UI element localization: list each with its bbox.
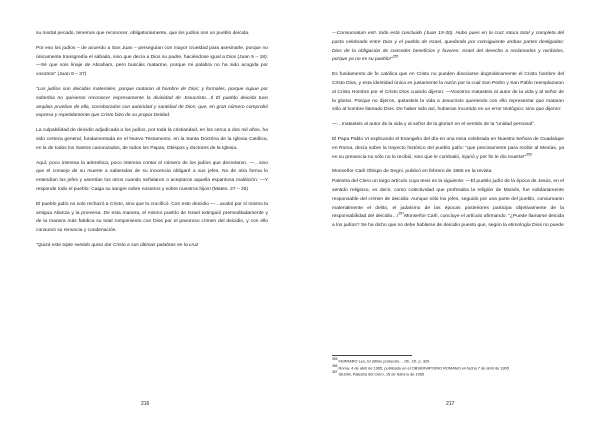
footnote-text: SEGNI, Palestra del Clero, 15 de febrero de 1965 [338, 371, 425, 377]
right-page-number: 217 [446, 401, 455, 407]
right-paragraph-4 [332, 136, 564, 162]
right-paragraph-4-text: El Papa Pablo VI explicando el Evangelio del día en una misa celebrada en Nuestra Señora de Guadalupe en Roma, decía sobre la trayecto histórico del pueblo judío: “que precisamente para recibir al Mesías, ya en su presencia no sólo no lo recibió, sino que le combatió, injurió y por fin le dio muerte!” [332, 136, 564, 160]
right-paragraph-5: Monseñor Carli Obispo de Segni, publicó en febrero de 1965 en la revista [332, 169, 492, 175]
footnote-ref-357: 357 [398, 211, 405, 216]
right-page-body [332, 30, 564, 237]
right-paragraph-6 [332, 178, 564, 231]
right-page [300, 0, 600, 424]
footnote-number: 355 [332, 357, 338, 361]
footnote-356 [332, 364, 564, 371]
footnote-number: 356 [332, 363, 338, 368]
left-paragraph-2: Por eso los judíos – de acuerdo a San Juan – perseguían con mayor crueldad para asesinarle, porque no únicamente transgredía el sábado, sino que decía a Dios su padre, haciéndose igual a Dios (Juan 5 – 18): —Sé que sois linaje de Abraham, pero buscáis matarme, porque mi palabra no ha sido acogida por vosotros” (Juan 8 – 37) [36, 45, 268, 78]
footnote-ref-356: 356 [526, 151, 532, 156]
left-paragraph-1: su mortal pecado, tenemos que reconocer, obligatoriamente, que los judíos son un pueblo deicida. [36, 31, 250, 36]
footnote-text: FERRARO Leo, El último protocolo… Ob. Cit. p. 329 [338, 358, 430, 364]
footnotes [332, 357, 564, 377]
left-paragraph-4: La culpabilidad de deicidio adjudicada a los judíos, por toda la cristiandad, en los cerca a dos mil años, ha sido certeza general, fundamentada en el Nuevo Testamento, en la Santa Doctrina de la Iglesia Católica, en la de todos los Santos canonizados, de todos los Papas, Obispos y doctores de la Iglesia. [36, 128, 268, 151]
left-paragraph-6: El pueblo judío no solo rechazó a Cristo, sino que lo crucificó. Con este deicidio —…acabó por sí mismo la antigua Alianza y la promesa. De esta manera, el mismo pueblo de Israel extinguió premeditadamente y de la manera más fatídica su total rompimiento con Dios por el pavoroso crimen del deicidio, y con ello consumó su renuncia y condenación. [36, 201, 268, 234]
footnote-divider [332, 355, 412, 356]
right-paragraph-1 [332, 30, 564, 65]
right-paragraph-2: Es fundamento de fe católica que en Cristo no pueden disociarse dogmáticamente el Cristo hombre del Cristo Dios, y esta identidad única es justamente la razón por la cual San Pedro y San Pablo reemplazaron al Cristo Hombre por el Cristo Dios cuando dijeron: —Vosotros matasteis al autor de la vida y al señor de la gloria!. Porque no dijeron, quitasteis la vida a Jesucristo queriendo con ello representar que mataron sólo al hombre llamado Dios. De haber sido así, hubieran incurrido en un error teológico; sino que dijeron: [332, 72, 564, 113]
right-paragraph-1-text: —Consumatum est!. todo está concluido (Juan 19-30). Hubo pues en la cruz rotura total y completa del pacto celebrado entre Dios y el pueblo de Israel, quedando por consiguiente ambas partes desligadas: Dios de la obligación de conceder beneficios y favores: Israel del derecho a reclamarlos y recibirlos, porque ya no es su pueblo!” [332, 31, 564, 63]
footnote-357 [332, 370, 564, 377]
footnote-text: Roma, 4 de abril de 1965, publicado en el OBSERVATORIO ROMANO en fecha 7 de abril de 1965 [338, 365, 509, 370]
left-paragraph-5: Aquí, poco interesa la aritmética, poco interesa contar el número de los judíos que decretaron, —…sino que el consejo de su muerte a sabiendas de su inocencia obligaré a sus jefes. No de otra forma lo entendían los jefes y asentían los otros cuando señalaron o aceptaron aquella espantosa maldición: —Y responde todo el pueblo: Caiga su sangre sobre nosotros y sobre nuestros hijos! (Mateo. 27 – 25) [36, 160, 268, 192]
right-paragraph-6-text: Palestra del Clero un largo artículo cuya tesis es la siguiente: —El pueblo judío de la época de Jesús, en el sentido religioso, es decir, como colectividad que profesaba la religión de Moisés, fue solidariamente responsable del crimen de deicidio. Aunque sólo los jefes, seguido por una parte del pueblo, consumaron materialmente el delito, el judaísmo de las épocas posteriores participa objetivamente de la responsabilidad del deicidio…! [332, 179, 564, 220]
footnote-ref-355: 355 [392, 54, 399, 59]
right-paragraph-3: —…matasteis al autor de la vida y al señor de la gloria!! en el sentido de la “unidad personal”. [332, 122, 536, 128]
left-page-body [36, 30, 268, 257]
left-page-number: 216 [141, 401, 150, 407]
right-paragraph-6-tail: Monseñor Carli, concluye el artículo afirmando: “¿Puede llamarse deicida a los judíos? Se ha dicho que no debe hablarse de deicidio puesto que, según la etimología Dios no puede [332, 214, 564, 229]
footnote-355 [332, 357, 564, 364]
left-paragraph-3: “Los judíos son deicidas materiales, porque mataron al hombre de Dios; y formales, porque supue por soberbia no quisieron reconocer expresamente la divinidad de Jesucristo…Il El pueblo deicida tuvo amplias pruebas de ella, corroboradas con autoridad y santidad de Dios; que, en gran número comprobó expresa y repetidamente que Cristo hizo de su propia Deidad. [36, 86, 268, 119]
left-paragraph-7: “Quizá este triple sentido quiso dar Cristo a sus últimas palabras en la cruz [36, 242, 199, 248]
footnote-number: 357 [332, 370, 338, 375]
